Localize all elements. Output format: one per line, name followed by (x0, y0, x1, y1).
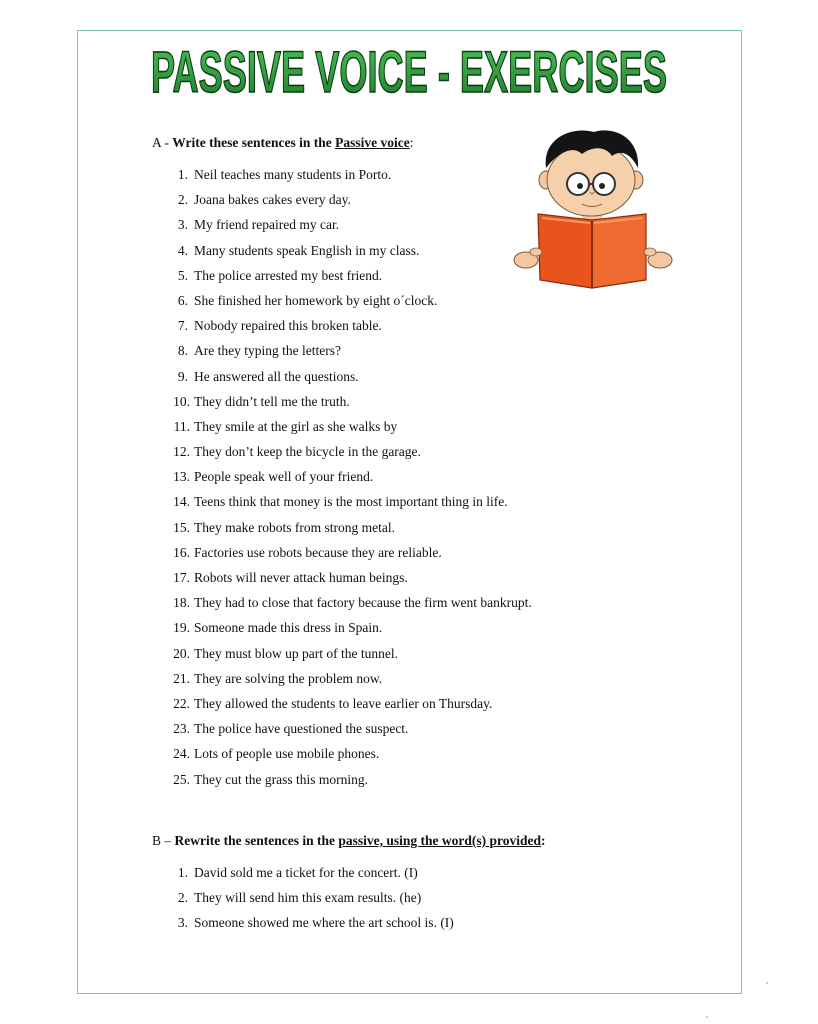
item-number: 25. (173, 771, 190, 787)
speck (766, 982, 768, 984)
item-text: Factories use robots because they are reliable. (194, 544, 442, 560)
section-b-heading (152, 833, 546, 849)
item-number: 6. (177, 292, 188, 308)
item-text: She finished her homework by eight o´clock. (194, 292, 438, 308)
item-number: 1. (177, 865, 188, 880)
item-text: David sold me a ticket for the concert. (I) (194, 865, 418, 880)
item-number: 8. (177, 343, 188, 359)
item-number: 11. (173, 418, 190, 434)
item-number: 5. (177, 267, 188, 283)
item-text: Are they typing the letters? (194, 343, 341, 359)
item-text: Someone showed me where the art school is. (I) (194, 915, 454, 931)
item-text: People speak well of your friend. (194, 469, 374, 485)
section-b-prefix: B – (152, 833, 175, 848)
item-number: 19. (173, 620, 190, 636)
section-a-heading (152, 135, 413, 151)
item-number: 21. (173, 670, 190, 686)
item-text: They allowed the students to leave earlier on Thursday. (194, 695, 493, 711)
item-number: 18. (173, 595, 190, 611)
item-text: They smile at the girl as she walks by (194, 418, 398, 434)
item-text: Lots of people use mobile phones. (194, 746, 380, 762)
item-text: The police have questioned the suspect. (194, 721, 409, 737)
item-number: 16. (173, 544, 190, 560)
item-number: 7. (177, 318, 188, 334)
item-text: They don’t keep the bicycle in the garage. (194, 444, 421, 460)
item-number: 9. (177, 368, 188, 384)
section-b-underlined: passive, using the word(s) provided (338, 833, 542, 848)
item-number: 4. (177, 242, 188, 258)
section-b-suffix: : (541, 833, 546, 848)
item-text: They must blow up part of the tunnel. (194, 645, 398, 661)
title-text: PASSIVE VOICE - EXERCISES (151, 40, 667, 104)
item-number: 12. (173, 444, 190, 460)
item-text: Neil teaches many students in Porto. (194, 167, 392, 182)
item-text: The police arrested my best friend. (194, 267, 383, 283)
speck (706, 1016, 708, 1018)
item-number: 14. (173, 494, 190, 510)
item-number: 3. (177, 915, 188, 931)
item-text: Joana bakes cakes every day. (194, 192, 351, 208)
item-number: 24. (173, 746, 190, 762)
item-number: 2. (177, 192, 188, 208)
item-text: They cut the grass this morning. (194, 771, 368, 787)
item-number: 15. (173, 519, 190, 535)
item-number: 17. (173, 570, 190, 585)
item-text: Nobody repaired this broken table. (194, 318, 382, 334)
item-text: They will send him this exam results. (he) (194, 890, 422, 906)
section-a-bold: Write these sentences in the (172, 135, 336, 150)
page-title (148, 34, 670, 104)
item-text: He answered all the questions. (194, 368, 359, 384)
item-number: 20. (173, 645, 190, 661)
item-number: 13. (173, 469, 190, 485)
item-number: 23. (173, 721, 190, 737)
item-number: 10. (173, 393, 190, 409)
section-a-underlined: Passive voice (335, 135, 410, 150)
item-number: 3. (177, 217, 188, 233)
item-text: Many students speak English in my class. (194, 242, 420, 258)
boy-reading-book-illustration (512, 128, 674, 294)
item-text: They didn’t tell me the truth. (194, 393, 350, 409)
item-text: They make robots from strong metal. (194, 519, 395, 535)
section-a-prefix: A - (152, 135, 173, 150)
item-text: My friend repaired my car. (194, 217, 340, 233)
item-text: Robots will never attack human beings. (194, 570, 408, 585)
item-number: 22. (173, 695, 190, 711)
item-text: They are solving the problem now. (194, 670, 383, 686)
item-text: Teens think that money is the most important thing in life. (194, 494, 508, 510)
item-number: 2. (177, 890, 188, 906)
item-text: They had to close that factory because the firm went bankrupt. (194, 595, 532, 611)
section-a-suffix: : (409, 135, 414, 150)
item-number: 1. (177, 167, 188, 182)
section-b-bold: Rewrite the sentences in the (174, 833, 339, 848)
item-text: Someone made this dress in Spain. (194, 620, 383, 636)
